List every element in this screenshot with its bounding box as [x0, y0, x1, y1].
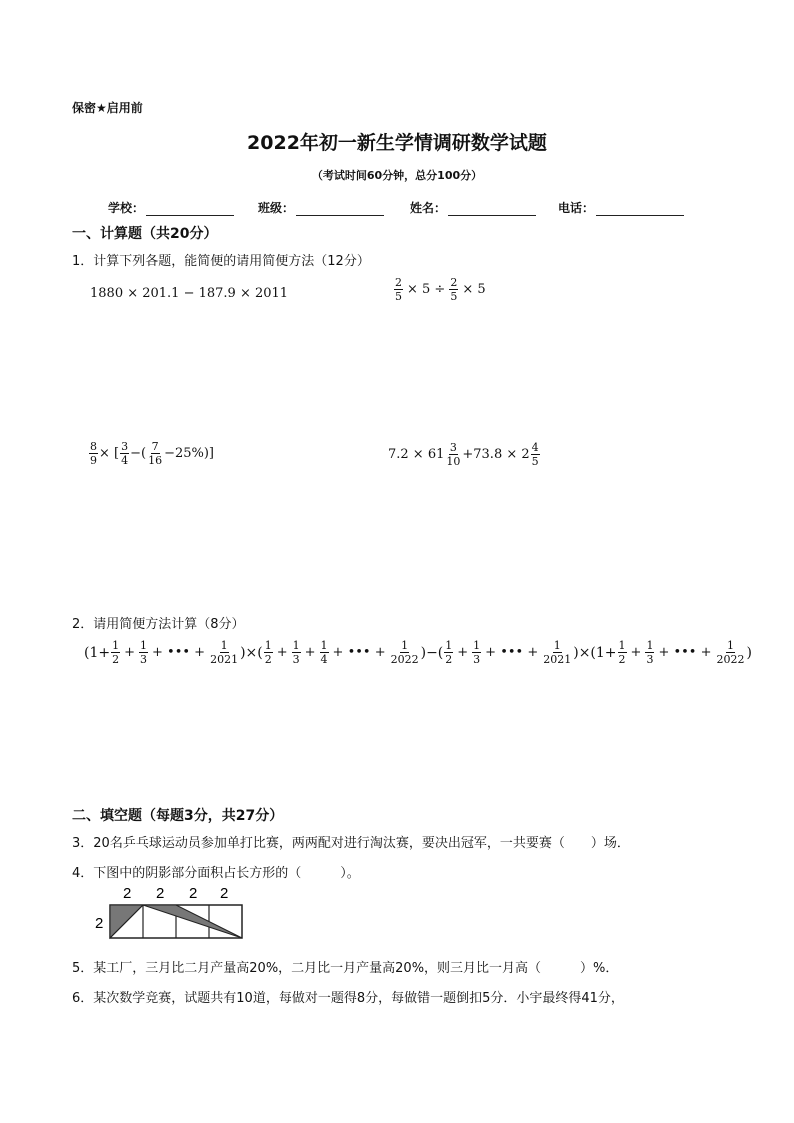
- expr-4: 7.2 × 61 $\frac{3}{10}$ +73.8 × 2 $\frac{4}{5}$: [388, 441, 539, 468]
- field-class-label: 班级：: [258, 201, 295, 215]
- fraction: $\frac{1}{2}$: [618, 639, 626, 666]
- fraction: $\frac{1}{2}$: [445, 639, 453, 666]
- expr-3: $\frac{8}{9}$ × [ $\frac{3}{4}$ −( $\frac{7}{16}$ −25%)]: [90, 440, 215, 467]
- field-school: [108, 199, 234, 216]
- field-school-label: 学校：: [108, 201, 145, 215]
- fraction: $\frac{1}{2022}$: [390, 639, 419, 666]
- section2-heading: 二、填空题（每题3分，共27分）: [72, 808, 284, 824]
- shaded-rectangle-figure: [92, 884, 252, 944]
- top-label: 2: [123, 885, 132, 902]
- expr-2: $\frac{2}{5}$ × 5 ÷ $\frac{2}{5}$ × 5: [395, 276, 486, 303]
- question-2: 2．请用简便方法计算（8分）: [72, 617, 245, 632]
- top-label: 2: [156, 885, 165, 902]
- question-4: 4．下图中的阴影部分面积占长方形的（ ）。: [72, 866, 360, 881]
- fraction: $\frac{1}{3}$: [292, 639, 300, 666]
- section1-heading: 一、计算题（共20分）: [72, 226, 218, 242]
- fraction: $\frac{4}{5}$: [531, 441, 539, 468]
- field-class: [258, 199, 384, 216]
- question-1: 1．计算下列各题，能简便的请用简便方法（12分）: [72, 254, 370, 269]
- fraction: $\frac{7}{16}$: [148, 440, 163, 467]
- fraction: $\frac{2}{5}$: [450, 276, 458, 303]
- expr-1: 1880 × 201.1 − 187.9 × 2011: [90, 286, 289, 301]
- fraction: $\frac{8}{9}$: [90, 440, 97, 467]
- fraction: $\frac{1}{4}$: [320, 639, 328, 666]
- question-6: 6．某次数学竞赛，试题共有10道，每做对一题得8分，每做错一题倒扣5分．小宇最终得41分，: [72, 991, 624, 1006]
- field-name-label: 姓名：: [410, 201, 447, 215]
- phone-blank[interactable]: [596, 203, 684, 216]
- question-5: 5．某工厂，三月比二月产量高20%，二月比一月产量高20%，则三月比一月高（ ）%．: [72, 961, 619, 976]
- expr-q2: (1+ $\frac{1}{2}$ + $\frac{1}{3}$ + ••• + $\frac{1}{2021}$ )×( $\frac{1}{2}$ + $\frac{1}{3}$ + $\frac{1}{4}$ + ••• + $\frac{1}{2022}$ )−( $\frac{1}{2}$ + $\frac{1}{3}$ + ••• + $\frac{1}{2021}$ )×(1+ $\frac{1}{2}$ + $\frac{1}{3}$ + ••• + $\frac{1}{2022}$ ): [84, 639, 752, 666]
- top-label: 2: [189, 885, 198, 902]
- confidential-label: 保密★启用前: [72, 101, 143, 115]
- field-phone-label: 电话：: [558, 201, 595, 215]
- fraction: $\frac{1}{3}$: [646, 639, 654, 666]
- name-blank[interactable]: [448, 203, 536, 216]
- fraction: $\frac{1}{2022}$: [716, 639, 745, 666]
- fraction: $\frac{1}{2021}$: [543, 639, 572, 666]
- fraction: $\frac{3}{4}$: [121, 440, 129, 467]
- field-phone: [558, 199, 684, 216]
- fraction: $\frac{1}{2}$: [264, 639, 272, 666]
- fraction: $\frac{1}{3}$: [473, 639, 481, 666]
- fraction: $\frac{3}{10}$: [446, 441, 461, 468]
- side-label: 2: [95, 915, 104, 932]
- page-title: 2022年初一新生学情调研数学试题: [247, 132, 547, 154]
- class-blank[interactable]: [296, 203, 384, 216]
- exam-subtitle: （考试时间60分钟，总分100分）: [311, 169, 483, 182]
- school-blank[interactable]: [146, 203, 234, 216]
- fraction: $\frac{1}{2}$: [112, 639, 120, 666]
- top-label: 2: [220, 885, 229, 902]
- fraction: $\frac{1}{3}$: [140, 639, 148, 666]
- fraction: $\frac{1}{2021}$: [210, 639, 239, 666]
- fraction: $\frac{2}{5}$: [395, 276, 402, 303]
- question-3: 3．20名乒乓球运动员参加单打比赛，两两配对进行淘汰赛，要决出冠军，一共要赛（ ）场．: [72, 836, 630, 851]
- field-name: [410, 199, 536, 216]
